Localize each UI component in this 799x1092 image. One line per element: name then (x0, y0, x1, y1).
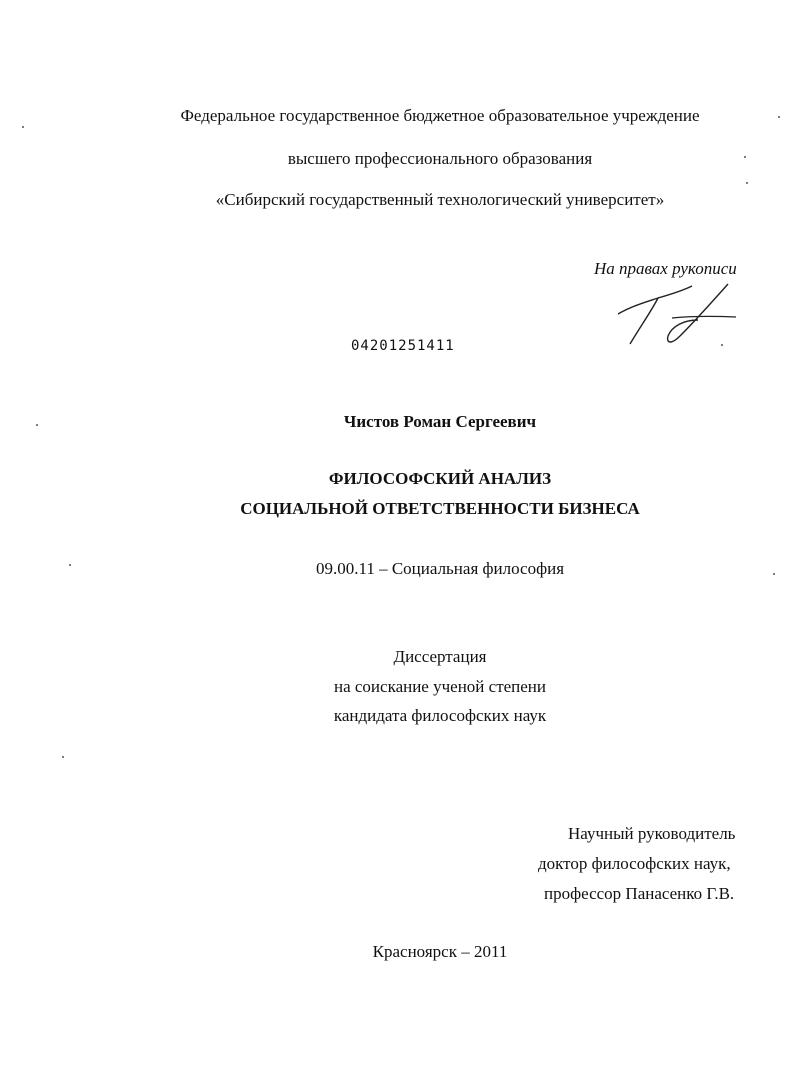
scan-speck (746, 182, 748, 184)
institution-line-1: Федеральное государственное бюджетное образовательное учреждение (180, 106, 700, 125)
scan-speck (778, 116, 780, 118)
scan-speck (773, 573, 775, 575)
institution-line-2: высшего профессионального образования (287, 149, 593, 168)
registration-number: 04201251411 (351, 338, 455, 354)
degree-line-2: на соискание ученой степени (333, 677, 547, 696)
supervisor-line-1: Научный руководитель (568, 824, 736, 843)
scan-speck (69, 564, 71, 566)
degree-line-3: кандидата философских наук (333, 706, 547, 725)
title-line-2: СОЦИАЛЬНОЙ ОТВЕТСТВЕННОСТИ БИЗНЕСА (240, 499, 640, 518)
degree-line-1: Диссертация (393, 647, 487, 666)
manuscript-note: На правах рукописи (594, 259, 737, 278)
author-name: Чистов Роман Сергеевич (343, 412, 537, 431)
scan-speck (22, 126, 24, 128)
supervisor-line-3: профессор Панасенко Г.В. (544, 884, 735, 903)
scan-speck (62, 756, 64, 758)
supervisor-line-2: доктор философских наук, (538, 854, 731, 873)
specialty-code: 09.00.11 – Социальная философия (315, 559, 565, 578)
signature-image (612, 280, 742, 352)
title-line-1: ФИЛОСОФСКИЙ АНАЛИЗ (328, 469, 552, 488)
scan-speck (744, 156, 746, 158)
scan-speck (36, 424, 38, 426)
city-year: Красноярск – 2011 (372, 942, 508, 961)
scan-speck (721, 344, 723, 346)
institution-line-3: «Сибирский государственный технологический университет» (215, 190, 665, 209)
